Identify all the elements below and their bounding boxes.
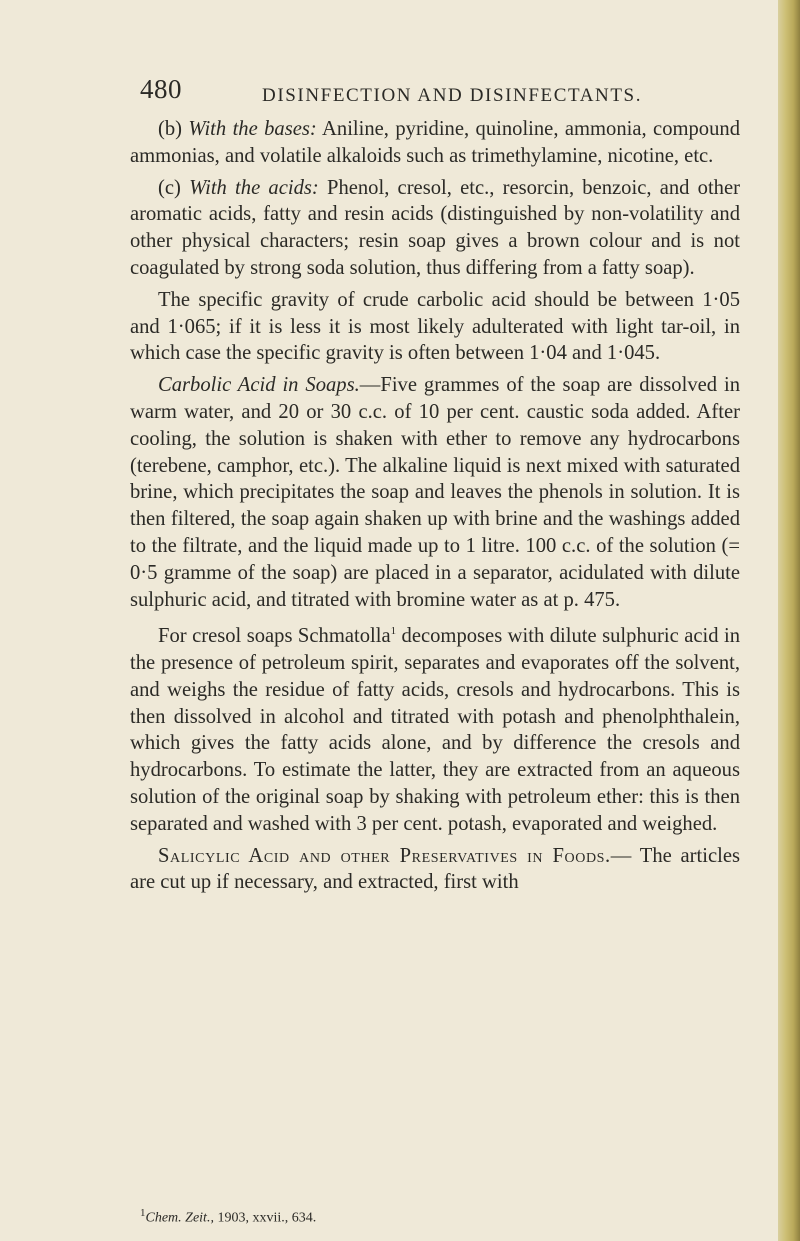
paragraph-text: For cresol soaps Schmatolla	[158, 625, 391, 648]
section-heading: Carbolic Acid in Soaps.	[158, 374, 360, 397]
italic-lead: With the bases:	[188, 118, 317, 140]
paragraph-text: Aniline, pyridine, quinoline, ammonia, compound ammonias, and volatile alkaloids such as trimethylamine, nicotine, etc.	[130, 118, 740, 167]
paragraph-text: — The articles are cut up if necessary, and extracted, first with	[130, 844, 740, 894]
footnote	[140, 1207, 700, 1227]
footnote-number: 1	[140, 1207, 146, 1219]
paragraph-specific-gravity	[130, 287, 740, 367]
footnote-source: Chem. Zeit.,	[145, 1210, 214, 1226]
paragraph-cresol-soaps	[130, 618, 740, 837]
item-label: (c)	[158, 176, 181, 199]
paragraph-text: decomposes with dilute sulphuric acid in the presence of petroleum spirit, separates and evaporates off the solvent, and weighs the residue of fatty acids, cresols and hydrocarbons. This is then dissolved in alcohol and titrated with potash and phenolphthalein, which gives the fatty acids alone, and by difference the cresols and hydrocarbons. To estimate the latter, they are extracted from an aqueous solution of the original soap by shaking with petroleum ether: this is then separated and washed with 3 per cent. potash, evaporated and weighed.	[130, 625, 740, 835]
running-head: DISINFECTION AND DISINFECTANTS.	[262, 85, 643, 106]
section-heading: Salicylic Acid and other Preservatives in Foods.	[158, 844, 611, 867]
paragraph-text: —Five grammes of the soap are dissolved in warm water, and 20 or 30 c.c. of 10 per cent. caustic soda added. After cooling, the solution is shaken with ether to remove any hydrocarbons (terebene, camphor, etc.). The alkaline liquid is next mixed with saturated brine, which precipitates the soap and leaves the phenols in solution. It is then filtered, the soap again shaken up with brine and the washings added to the filtrate, and the liquid made up to 1 litre. 100 c.c. of the solution (= 0·5 gramme of the soap) are placed in a separator, acidulated with dilute sulphuric acid, and titrated with bromine water as at p. 475.	[130, 374, 740, 611]
paragraph-carbolic-soaps	[130, 372, 740, 613]
italic-lead: With the acids:	[189, 176, 319, 199]
item-label: (b)	[158, 118, 183, 140]
paragraph-text: Phenol, cresol, etc., resorcin, benzoic, and other aromatic acids, fatty and resin acids (distinguished by non-volatility and other physical characters; resin soap gives a brown colour and is not coagulated by strong soda solution, thus differing from a fatty soap).	[130, 176, 740, 279]
footnote-marker: 1	[390, 625, 397, 638]
paragraph-acids	[130, 175, 740, 282]
page-number: 480	[140, 74, 182, 104]
body-text	[130, 116, 740, 901]
paragraph-text: The specific gravity of crude carbolic acid should be between 1·05 and 1·065; if it is less it is most likely adulterated with light tar-oil, in which case the specific gravity is often between 1·04 and 1·045.	[130, 288, 740, 365]
footnote-text: 1903, xxvii., 634.	[213, 1210, 317, 1226]
paragraph-bases	[130, 116, 740, 170]
paragraph-salicylic	[130, 843, 740, 897]
page-edge	[778, 0, 800, 1241]
